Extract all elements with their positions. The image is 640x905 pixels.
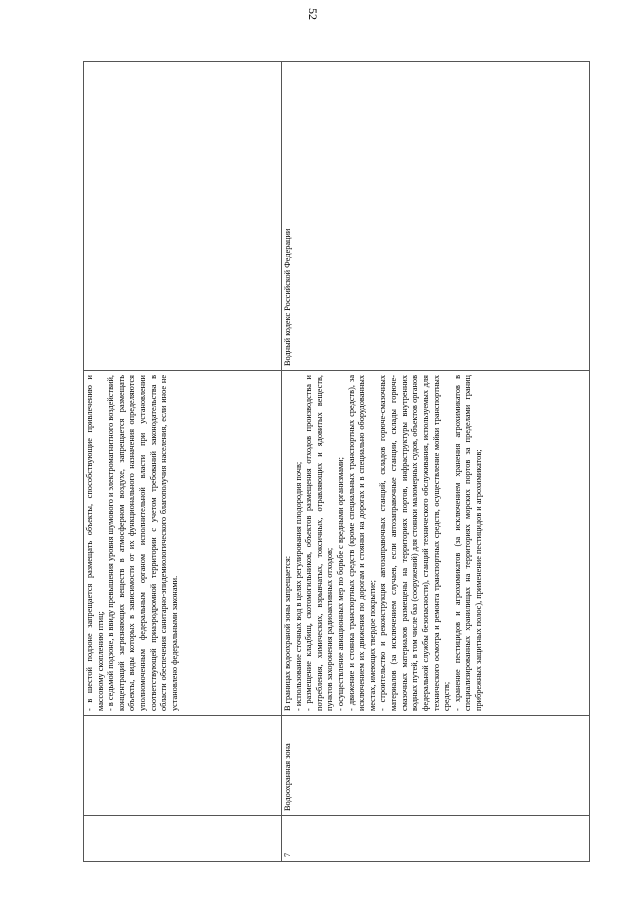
restriction-line: - хранение пестицидов и агрохимикатов (за исключением хранения агрохимикатов в специализированных хранилищах на территориях морских портов за пределами границ прибрежных защитных полос), применение пестицидов и агрохимикатов; (452, 375, 483, 711)
restriction-line: В границах водоохраной зоны запрещается: (283, 555, 292, 711)
rotated-page (83, 62, 583, 862)
restriction-line: - в шестой подзоне запрещается размещать объекты, способствующие привлечению и массовому скоплению птиц; (85, 375, 105, 711)
law-cell (84, 62, 282, 371)
page-number: 52 (306, 8, 320, 20)
restriction-line: - осуществление авиационных мер по борьбе с вредными организмами; (336, 457, 346, 711)
zone-name-cell (84, 716, 282, 816)
zone-name-cell: Водоохранная зона (282, 716, 590, 816)
restriction-line: - размещение кладбищ, скотомогильников, объектов размещения отходов производства и потребления, химических, взрывчатых, токсичных, отравляющих и ядовитых веществ, пунктов захоронения радиоактивных отходов; (304, 375, 335, 711)
restrictions-cell (84, 371, 282, 716)
restriction-line: - строительство и реконструкция автозаправочных станций, складов горюче-смазочных материалов (за исключением случаев, если автозаправочные станции, склады горюче-смазочных материалов размещены на территориях портов, инфраструктуры внутренних водных путей, в том числе баз (сооружений) для стоянки маломерных судов, объектов органов федеральной службы безопасности), станций технического обслуживания, используемых для технического осмотра и ремонта транспортных средств, осуществление мойки транспортных средств; (378, 375, 452, 711)
restrictions-table (83, 61, 590, 862)
table-row (84, 62, 282, 862)
table-row (282, 62, 590, 862)
row-number-cell: 7 (282, 816, 590, 862)
row-number-cell (84, 816, 282, 862)
restrictions-cell (282, 371, 590, 716)
law-cell: Водный кодекс Российской Федерации (282, 62, 590, 371)
restriction-line: - использование сточных вод в целях регулирования плодородия почв; (293, 461, 303, 711)
restriction-line: - движение и стоянка транспортных средств (кроме специальных транспортных средств), за исключением их движения по дорогам и стоянки на дорогах и в специально оборудованных местах, имеющих твердое покрытие; (346, 375, 377, 711)
restriction-line: - в седьмой подзоне, в ввиду превышения уровня шумового и электромагнитного воздействий, концентраций загрязняющих веществ в атмосферном воздухе, запрещается размещать объекты, виды которых в зависимости от их функционального назначения определяются уполномоченным федеральным органом исполнительной власти при установлении соответствующей приаэродромной территории с учетом требований законодательства в области обеспечения санитарно-эпидемиологического благополучия населения, если иное не установлено федеральными законами. (106, 375, 179, 711)
